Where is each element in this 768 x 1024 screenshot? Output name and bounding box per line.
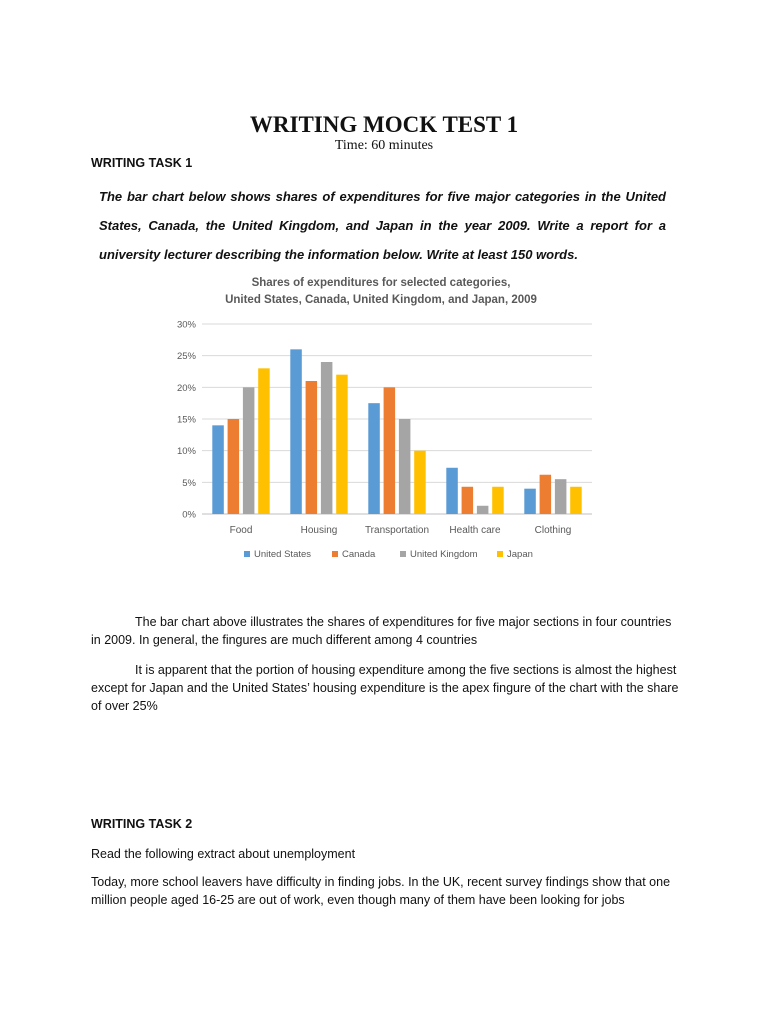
bar xyxy=(368,403,380,514)
y-tick-label: 0% xyxy=(182,509,196,521)
legend-label: Japan xyxy=(507,549,533,560)
bar xyxy=(258,368,270,514)
bar xyxy=(336,375,348,514)
task2-intro: Read the following extract about unemployment xyxy=(91,847,356,861)
y-tick-label: 20% xyxy=(176,382,196,394)
expenditure-bar-chart xyxy=(160,270,610,570)
bar xyxy=(477,506,489,514)
x-category-label: Clothing xyxy=(534,525,572,536)
bar xyxy=(228,419,240,514)
chart-title: Shares of expenditures for selected categories, xyxy=(251,277,511,289)
legend-swatch xyxy=(332,551,338,557)
bar xyxy=(212,425,224,514)
response-paragraph-2: It is apparent that the portion of housing expenditure among the five sections is almost the highest except for Japan and the United States’ housing expenditure is the apex fingure of the chart with the share of over 25% xyxy=(91,663,679,713)
bar xyxy=(462,487,474,514)
time-limit: Time: 60 minutes xyxy=(334,138,434,153)
task1-heading: WRITING TASK 1 xyxy=(91,156,193,170)
bar xyxy=(540,475,552,514)
y-tick-label: 25% xyxy=(176,351,196,363)
bar xyxy=(414,451,426,514)
bar xyxy=(399,419,411,514)
x-category-label: Food xyxy=(229,525,253,536)
x-category-label: Transportation xyxy=(364,525,430,536)
legend-label: Canada xyxy=(342,549,376,560)
bar xyxy=(570,487,582,514)
legend-swatch xyxy=(244,551,250,557)
bar xyxy=(555,479,567,514)
x-category-label: Housing xyxy=(300,525,338,536)
y-tick-label: 15% xyxy=(176,414,196,426)
bar xyxy=(243,387,255,514)
y-tick-label: 30% xyxy=(176,319,196,331)
legend-label: United Kingdom xyxy=(410,549,478,560)
task2-extract: Today, more school leavers have difficulty in finding jobs. In the UK, recent survey findings show that one million people aged 16-25 are out of work, even though many of them have been looking for jobs xyxy=(91,875,671,907)
x-category-label: Health care xyxy=(449,525,501,536)
y-tick-label: 10% xyxy=(176,446,196,458)
document-title: WRITING MOCK TEST 1 xyxy=(249,112,519,137)
bar xyxy=(306,381,318,514)
bar xyxy=(524,489,536,514)
bar xyxy=(492,487,504,514)
y-tick-label: 5% xyxy=(182,477,196,489)
legend-label: United States xyxy=(254,549,312,560)
response-paragraph-1: The bar chart above illustrates the shares of expenditures for five major sections in four countries in 2009. In general, the fingures are much different among 4 countries xyxy=(91,615,672,647)
task2-heading: WRITING TASK 2 xyxy=(91,817,193,831)
bar xyxy=(446,468,458,514)
bar xyxy=(290,349,302,514)
legend-swatch xyxy=(497,551,503,557)
chart-subtitle: United States, Canada, United Kingdom, and Japan, 2009 xyxy=(225,294,537,306)
task1-prompt: The bar chart below shows shares of expenditures for five major categories in the United States, Canada, the United Kingdom, and Japan in the year 2009. Write a report for a university lecturer describing the information below. Write at least 150 words. xyxy=(99,189,666,262)
legend-swatch xyxy=(400,551,406,557)
bar xyxy=(321,362,333,514)
bar xyxy=(384,387,396,514)
